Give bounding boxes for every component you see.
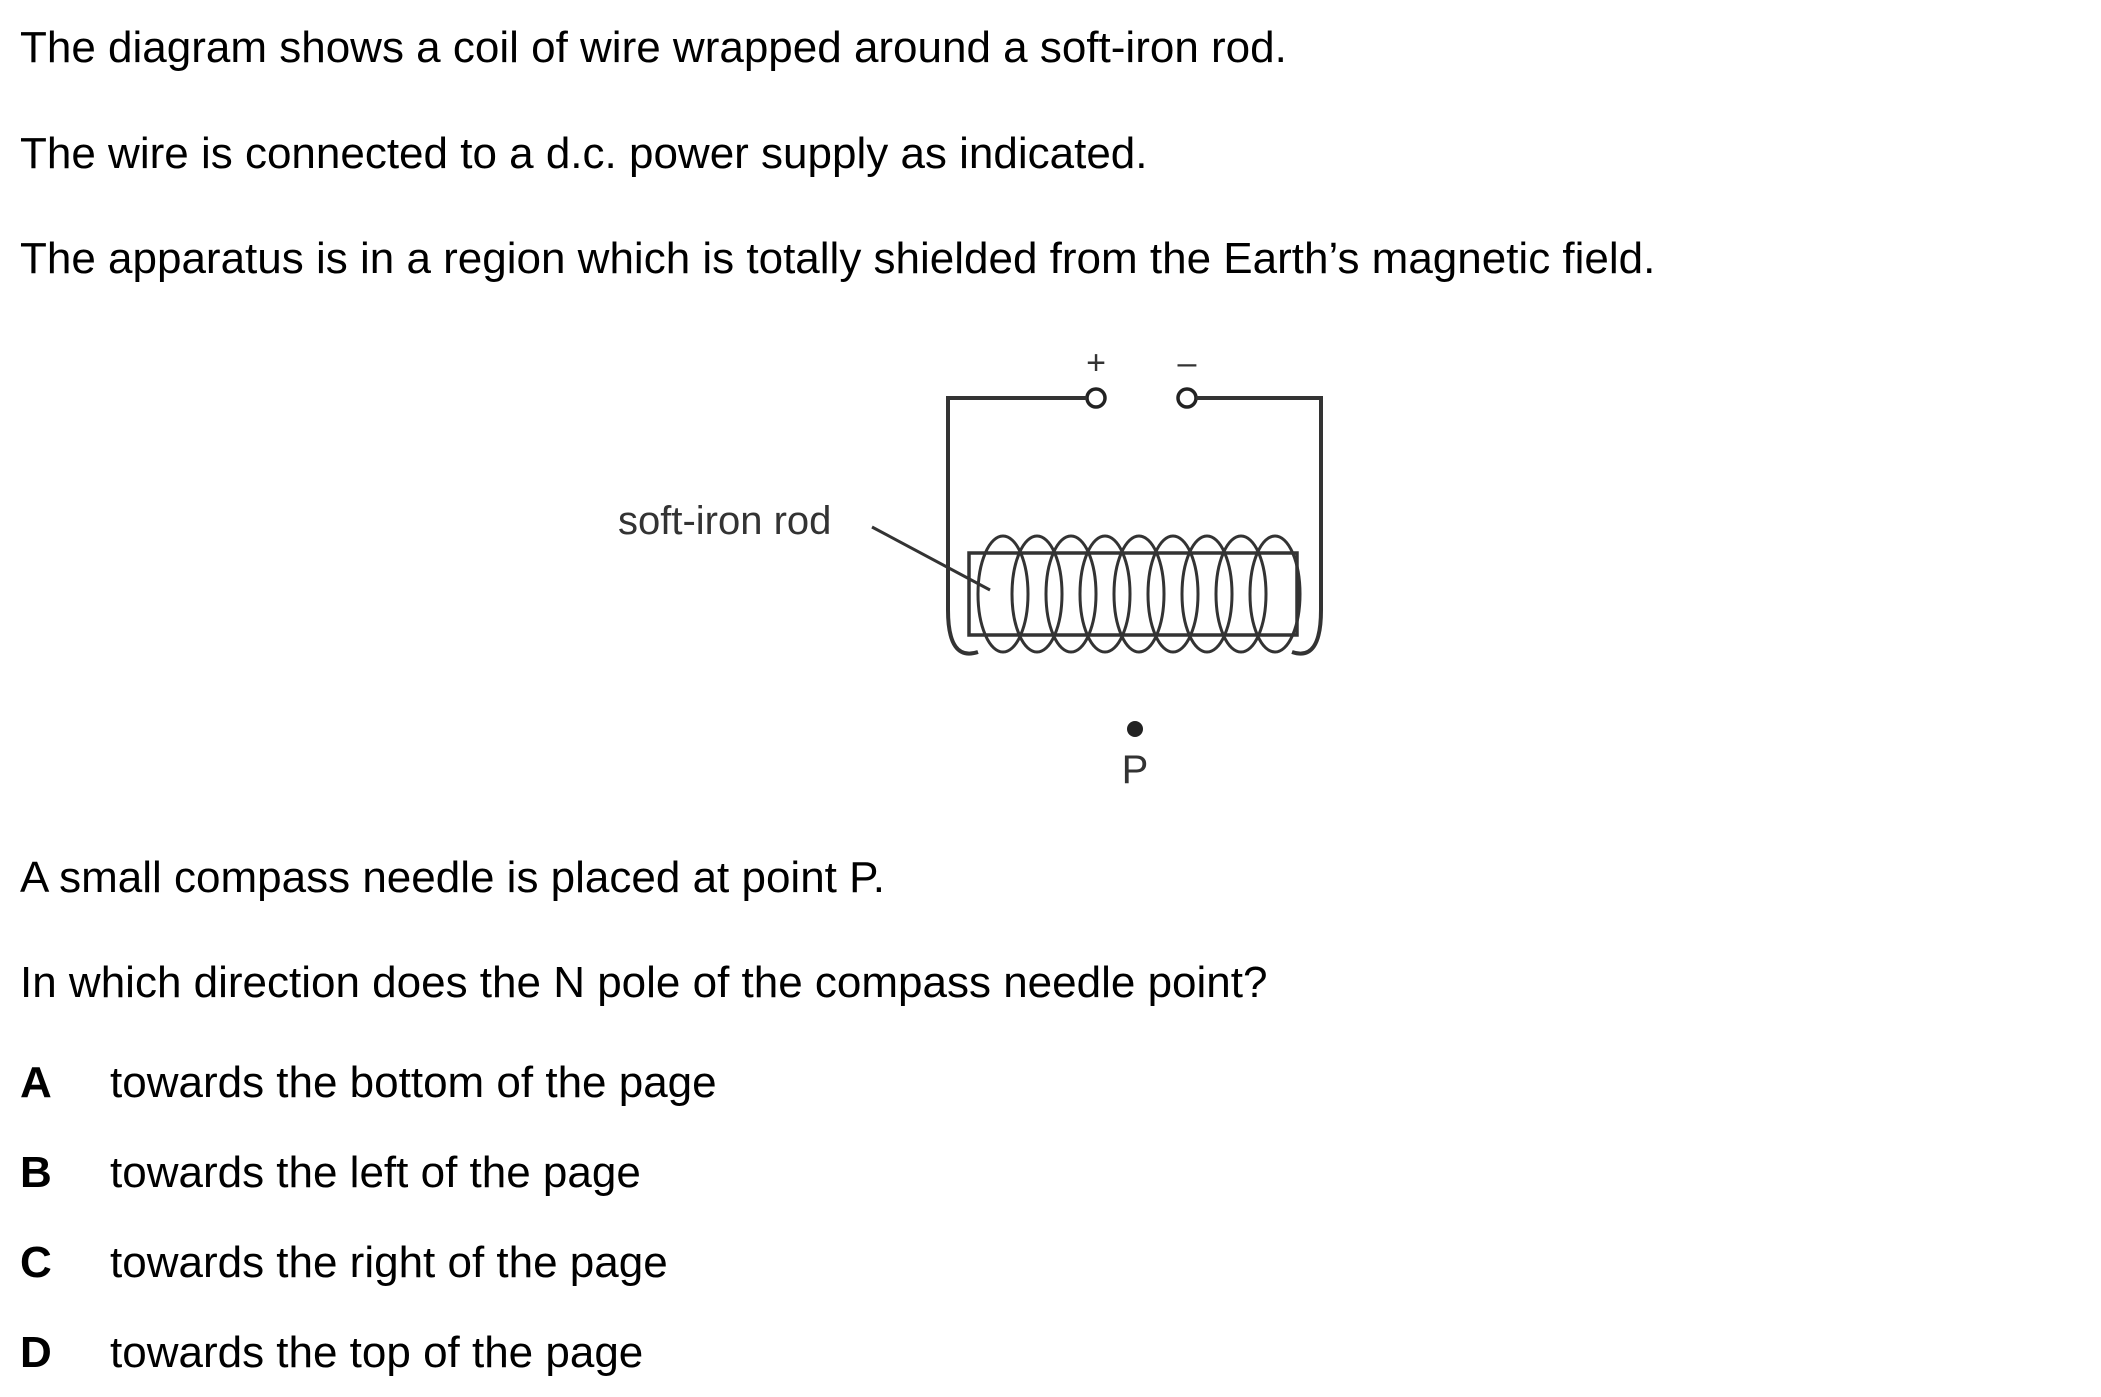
coil-turn [1080, 536, 1130, 652]
coil-turn [1012, 536, 1062, 652]
positive-terminal [1087, 389, 1105, 407]
negative-terminal-label: – [1177, 344, 1197, 382]
option-letter: B [20, 1148, 52, 1197]
stem-paragraph-2: In which direction does the N pole of the compass needle point? [20, 958, 1268, 1007]
point-p-label: P [1121, 748, 1149, 792]
option-text: towards the top of the page [110, 1328, 644, 1377]
option-text: towards the left of the page [110, 1148, 641, 1197]
coil-lead-right [1292, 610, 1321, 654]
point-p-dot [1127, 721, 1143, 737]
coil-turn [1250, 536, 1300, 652]
option-text: towards the bottom of the page [110, 1058, 717, 1107]
option-letter: C [20, 1238, 52, 1287]
rod-leader-line [872, 527, 990, 590]
option-letter: A [20, 1058, 52, 1107]
negative-terminal [1178, 389, 1196, 407]
coil-turn [1216, 536, 1266, 652]
intro-paragraph-1: The diagram shows a coil of wire wrapped around a soft-iron rod. [20, 23, 1287, 72]
positive-terminal-label: + [1086, 344, 1106, 382]
option-text: towards the right of the page [110, 1238, 668, 1287]
left-wire [948, 398, 1087, 610]
option-letter: D [20, 1328, 52, 1377]
rod-label: soft-iron rod [618, 499, 832, 543]
coil-turn [1046, 536, 1096, 652]
coil-turn [1148, 536, 1198, 652]
intro-paragraph-2: The wire is connected to a d.c. power supply as indicated. [20, 129, 1148, 178]
coil-lead-left [948, 610, 978, 654]
stem-paragraph-1: A small compass needle is placed at point P. [20, 853, 886, 902]
intro-paragraph-3: The apparatus is in a region which is totally shielded from the Earth’s magnetic field. [20, 234, 1656, 283]
soft-iron-rod [969, 553, 1297, 635]
coil-turn [1182, 536, 1232, 652]
coil-turn [1114, 536, 1164, 652]
right-wire [1196, 398, 1321, 610]
wire-coil [948, 536, 1321, 654]
coil-turn [978, 536, 1028, 652]
